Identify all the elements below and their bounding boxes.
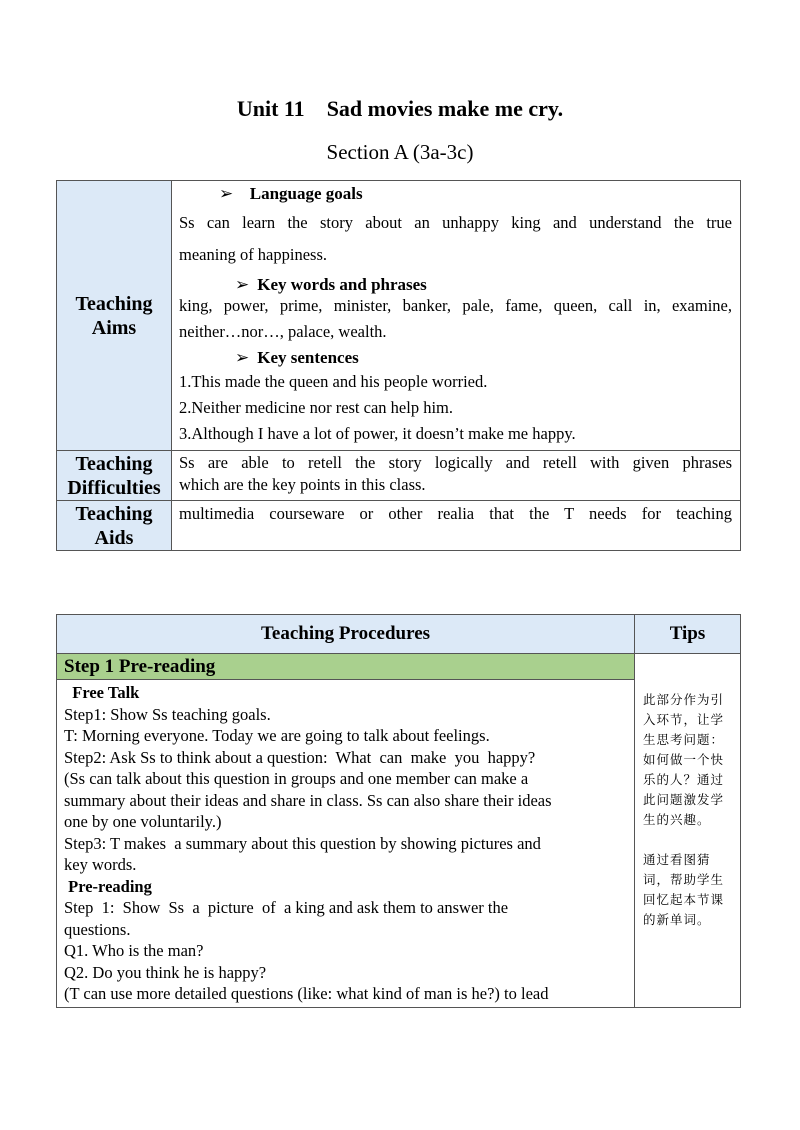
- tips-text-2: 通过看图猜词，帮助学生回忆起本节课的新单词。: [643, 852, 725, 928]
- procedure-subheading: Free Talk: [64, 683, 140, 702]
- teaching-procedures-table: [56, 614, 741, 1008]
- difficulties-label: [57, 451, 172, 501]
- step-title: Step 1 Pre-reading: [57, 654, 635, 680]
- procedure-line: one by one voluntarily.): [64, 812, 222, 831]
- language-goals-line2: meaning of happiness.: [179, 245, 328, 264]
- sentence-2: 2.Neither medicine nor rest can help him.: [179, 398, 453, 417]
- procedure-line: Q1. Who is the man?: [64, 941, 204, 960]
- tips-header: Tips: [635, 615, 741, 654]
- procedure-line: (Ss can talk about this question in groups and one member can make a: [64, 769, 529, 788]
- aids-content: [172, 501, 741, 551]
- page-title: [0, 96, 800, 122]
- procedure-line: Step3: T makes a summary about this question by showing pictures and: [64, 833, 541, 853]
- procedure-line: summary about their ideas and share in class. Ss can also share their ideas: [64, 790, 552, 810]
- procedure-lines: [64, 682, 626, 1005]
- step-title-row: [57, 654, 741, 680]
- procedure-line: Step 1: Show Ss a picture of a king and ask them to answer the: [64, 898, 509, 917]
- key-words-line2: neither…nor…, palace, wealth.: [179, 322, 387, 341]
- difficulties-label-line1: Teaching: [75, 452, 153, 475]
- arrow-bullet-icon: ➢: [235, 348, 250, 367]
- procedure-line: Q2. Do you think he is happy?: [64, 962, 267, 982]
- difficulties-label-line2: Difficulties: [67, 476, 161, 499]
- section-subtitle: Section A (3a-3c): [326, 140, 474, 164]
- teaching-info-table: [56, 180, 741, 551]
- tips-text-1: 此部分作为引入环节，让学生思考问题：如何做一个快乐的人？通过此问题激发学生的兴趣。: [643, 692, 725, 828]
- key-sentences-heading: [179, 347, 732, 369]
- difficulties-row: [57, 451, 741, 501]
- procedures-header-row: [57, 615, 741, 654]
- tips-spacer: [643, 830, 732, 850]
- aids-line1: multimedia courseware or other realia that the T needs for teaching: [179, 504, 732, 523]
- aids-row: [57, 501, 741, 551]
- arrow-bullet-icon: ➢: [219, 184, 234, 203]
- aids-label-line2: Aids: [94, 526, 134, 549]
- language-goals-heading: [179, 181, 732, 207]
- procedure-line: T: Morning everyone. Today we are going to talk about feelings.: [64, 726, 490, 745]
- aids-label: [57, 501, 172, 551]
- procedure-line: (T can use more detailed questions (like: what kind of man is he?) to lead: [64, 984, 549, 1003]
- difficulties-line2: which are the key points in this class.: [179, 475, 426, 494]
- difficulties-line1: Ss are able to retell the story logically and retell with given phrases: [179, 453, 732, 472]
- tips-content: [635, 654, 741, 1008]
- aims-row: [57, 181, 741, 451]
- sentence-1: 1.This made the queen and his people worried.: [179, 372, 488, 391]
- unit-name: Sad movies make me cry.: [326, 96, 564, 121]
- aims-label-line2: Aims: [91, 316, 137, 339]
- procedure-line: key words.: [64, 855, 137, 874]
- procedure-line: questions.: [64, 919, 131, 939]
- aims-content: [172, 181, 741, 451]
- language-goals-label: Language goals: [249, 184, 363, 203]
- aims-label-line1: Teaching: [75, 292, 153, 315]
- procedures-header: Teaching Procedures: [57, 615, 635, 654]
- key-words-line1: king, power, prime, minister, banker, pale, fame, queen, call in, examine,: [179, 296, 732, 315]
- procedure-line: Step1: Show Ss teaching goals.: [64, 704, 271, 724]
- key-words-label: Key words and phrases: [257, 275, 427, 294]
- key-words-heading: [179, 273, 732, 295]
- key-sentences-label: Key sentences: [257, 348, 359, 367]
- tips-bottom-space: [643, 930, 732, 970]
- language-goals-line1: Ss can learn the story about an unhappy king and understand the true: [179, 213, 732, 232]
- step-body: [57, 680, 635, 1008]
- sentence-3: 3.Although I have a lot of power, it doesn’t make me happy.: [179, 424, 576, 443]
- unit-label: Unit 11: [236, 96, 305, 121]
- arrow-bullet-icon: ➢: [235, 275, 250, 294]
- procedure-subheading: Pre-reading: [64, 876, 152, 896]
- difficulties-content: [172, 451, 741, 501]
- aims-label: [57, 181, 172, 451]
- aids-label-line1: Teaching: [75, 502, 153, 525]
- procedure-line: Step2: Ask Ss to think about a question: What can make you happy?: [64, 747, 536, 767]
